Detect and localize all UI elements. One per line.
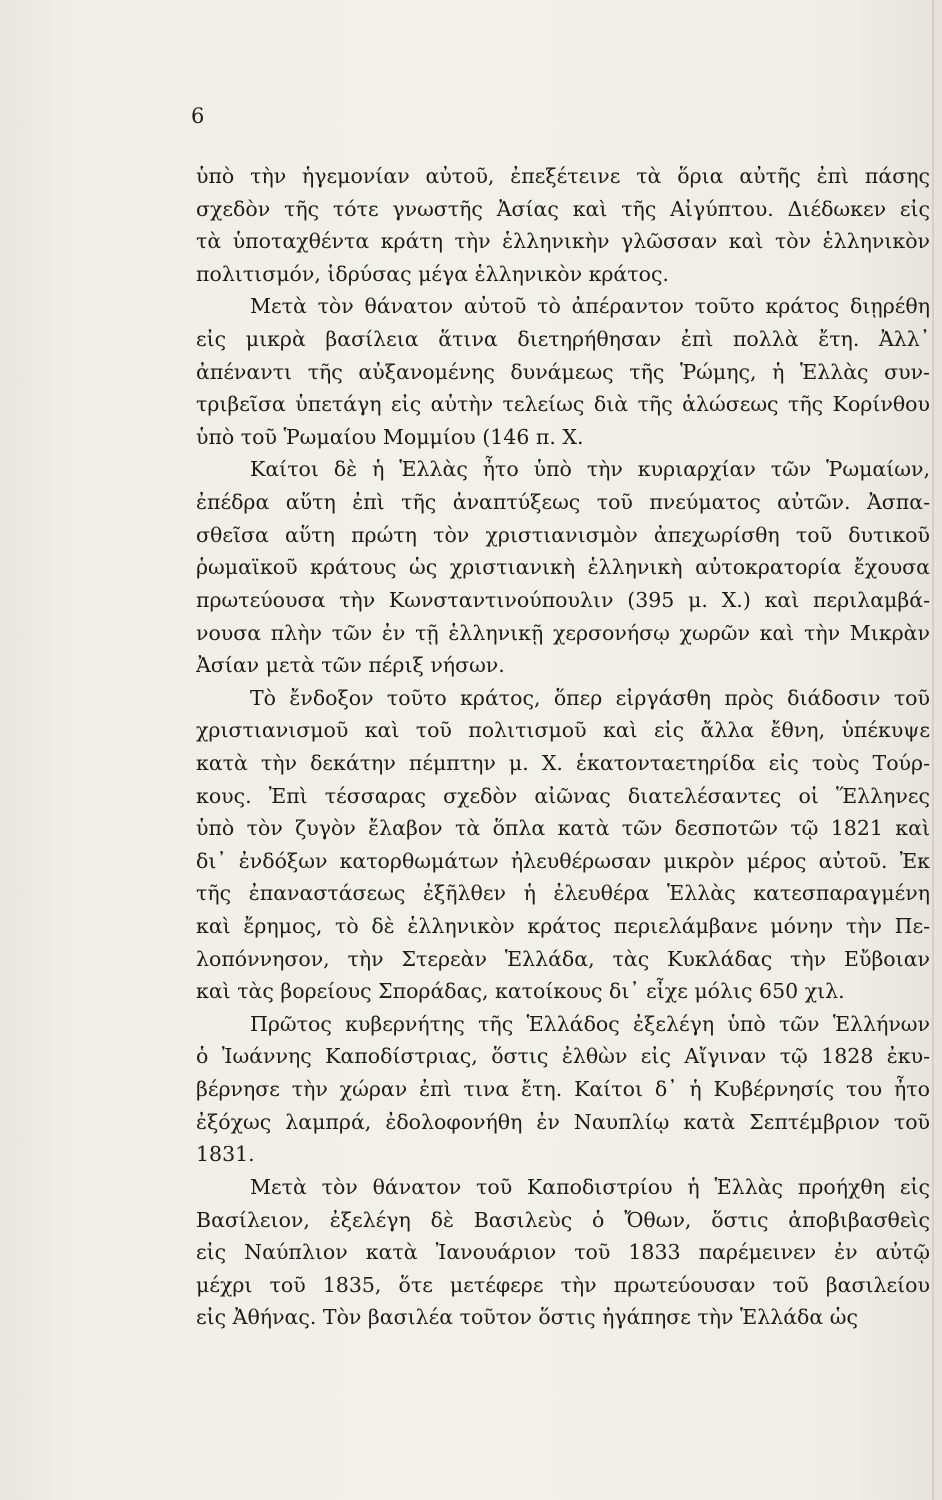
text-line: εἰς Ἀθήνας. Τὸν βασιλέα τοῦτον ὅστις ἠγάπησε τὴν Ἑλλάδα ὡς xyxy=(196,1305,858,1330)
text-line: ἐπέδρα αὕτη ἐπὶ τῆς ἀναπτύξεως τοῦ πνεύματος αὐτῶν. Ἀσπα- xyxy=(196,490,930,515)
text-line: Καίτοι δὲ ἡ Ἑλλὰς ἦτο ὑπὸ τὴν κυριαρχίαν τῶν Ῥωμαίων, xyxy=(250,457,930,482)
text-line: τὰ ὑποταχθέντα κράτη τὴν ἑλληνικὴν γλῶσσαν καὶ τὸν ἑλληνικὸν xyxy=(196,229,930,254)
text-line: λοπόννησον, τὴν Στερεὰν Ἑλλάδα, τὰς Κυκλάδας τὴν Εὔβοιαν xyxy=(196,946,930,971)
text-line: κους. Ἐπὶ τέσσαρας σχεδὸν αἰῶνας διατελέσαντες οἱ Ἕλληνες xyxy=(196,783,930,808)
text-line: καὶ τὰς βορείους Σποράδας, κατοίκους δι᾽ εἶχε μόλις 650 χιλ. xyxy=(196,979,845,1004)
text-line: πολιτισμόν, ἱδρύσας μέγα ἑλληνικὸν κράτος. xyxy=(196,261,669,286)
text-line: ὁ Ἰωάννης Καποδίστριας, ὅστις ἐλθὼν εἰς Αἴγιναν τῷ 1828 ἐκυ- xyxy=(196,1044,930,1069)
text-line: ἀπέναντι τῆς αὐξανομένης δυνάμεως τῆς Ῥώμης, ἡ Ἑλλὰς συν- xyxy=(196,359,930,384)
text-line: ῥωμαϊκοῦ κράτους ὡς χριστιανικὴ ἑλληνικὴ αὐτοκρατορία ἔχουσα xyxy=(196,555,930,580)
page-number: 6 xyxy=(191,104,205,128)
text-line: εἰς μικρὰ βασίλεια ἅτινα διετηρήθησαν ἐπὶ πολλὰ ἔτη. Ἀλλ᾽ xyxy=(196,327,930,352)
text-line: Μετὰ τὸν θάνατον αὐτοῦ τὸ ἀπέραντον τοῦτο κράτος διῃρέθη xyxy=(250,294,930,319)
text-line: πρωτεύουσα τὴν Κωνσταντινούπουλιν (395 μ. Χ.) καὶ περιλαμβά- xyxy=(196,587,930,612)
text-line: 1831. xyxy=(196,1142,255,1167)
text-line: κατὰ τὴν δεκάτην πέμπτην μ. Χ. ἑκατονταετηρίδα εἰς τοὺς Τούρ- xyxy=(196,750,930,775)
text-line: ὑπὸ τὸν ζυγὸν ἔλαβον τὰ ὅπλα κατὰ τῶν δεσποτῶν τῷ 1821 καὶ xyxy=(196,816,930,841)
text-line: εἰς Ναύπλιον κατὰ Ἰανουάριον τοῦ 1833 παρέμεινεν ἐν αὐτῷ xyxy=(196,1240,930,1265)
text-line: ἐξόχως λαμπρά, ἐδολοφονήθη ἐν Ναυπλίῳ κατὰ Σεπτέμβριον τοῦ xyxy=(196,1109,930,1134)
text-line: καὶ ἔρημος, τὸ δὲ ἑλληνικὸν κράτος περιελάμβανε μόνην τὴν Πε- xyxy=(196,914,930,939)
text-line: Τὸ ἔνδοξον τοῦτο κράτος, ὅπερ εἰργάσθη πρὸς διάδοσιν τοῦ xyxy=(250,685,930,710)
text-line: σχεδὸν τῆς τότε γνωστῆς Ἀσίας καὶ τῆς Αἰγύπτου. Διέδωκεν εἰς xyxy=(196,196,930,221)
text-line: τῆς ἐπαναστάσεως ἐξῆλθεν ἡ ἐλευθέρα Ἑλλὰς κατεσπαραγμένη xyxy=(196,881,930,906)
body-text xyxy=(196,160,930,1334)
text-line: σθεῖσα αὕτη πρώτη τὸν χριστιανισμὸν ἀπεχωρίσθη τοῦ δυτικοῦ xyxy=(196,522,930,547)
text-line: Μετὰ τὸν θάνατον τοῦ Καποδιστρίου ἡ Ἑλλὰς προήχθη εἰς xyxy=(250,1174,930,1199)
text-line: χριστιανισμοῦ καὶ τοῦ πολιτισμοῦ καὶ εἰς ἄλλα ἔθνη, ὑπέκυψε xyxy=(196,718,930,743)
page-edge xyxy=(932,0,934,1500)
text-line: δι᾽ ἐνδόξων κατορθωμάτων ἠλευθέρωσαν μικρὸν μέρος αὐτοῦ. Ἐκ xyxy=(196,848,930,873)
text-line: μέχρι τοῦ 1835, ὅτε μετέφερε τὴν πρωτεύουσαν τοῦ βασιλείου xyxy=(196,1272,930,1297)
text-line: Βασίλειον, ἐξελέγη δὲ Βασιλεὺς ὁ Ὄθων, ὅστις ἀποβιβασθεὶς xyxy=(196,1207,930,1232)
text-line: Ἀσίαν μετὰ τῶν πέριξ νήσων. xyxy=(196,653,505,678)
text-line: ὑπὸ τοῦ Ῥωμαίου Μομμίου (146 π. Χ. xyxy=(196,424,584,449)
text-line: τριβεῖσα ὑπετάγη εἰς αὐτὴν τελείως διὰ τῆς ἁλώσεως τῆς Κορίνθου xyxy=(196,392,930,417)
text-line: ὑπὸ τὴν ἡγεμονίαν αὐτοῦ, ἐπεξέτεινε τὰ ὅρια αὐτῆς ἐπὶ πάσης xyxy=(196,164,930,188)
text-line: νουσα πλὴν τῶν ἐν τῇ ἑλληνικῇ χερσονήσῳ χωρῶν καὶ τὴν Μικρὰν xyxy=(196,620,930,645)
text-line: Πρῶτος κυβερνήτης τῆς Ἑλλάδος ἐξελέγη ὑπὸ τῶν Ἑλλήνων xyxy=(250,1011,930,1036)
text-line: βέρνησε τὴν χώραν ἐπὶ τινα ἔτη. Καίτοι δ᾽ ἡ Κυβέρνησίς του ἦτο xyxy=(196,1077,930,1102)
